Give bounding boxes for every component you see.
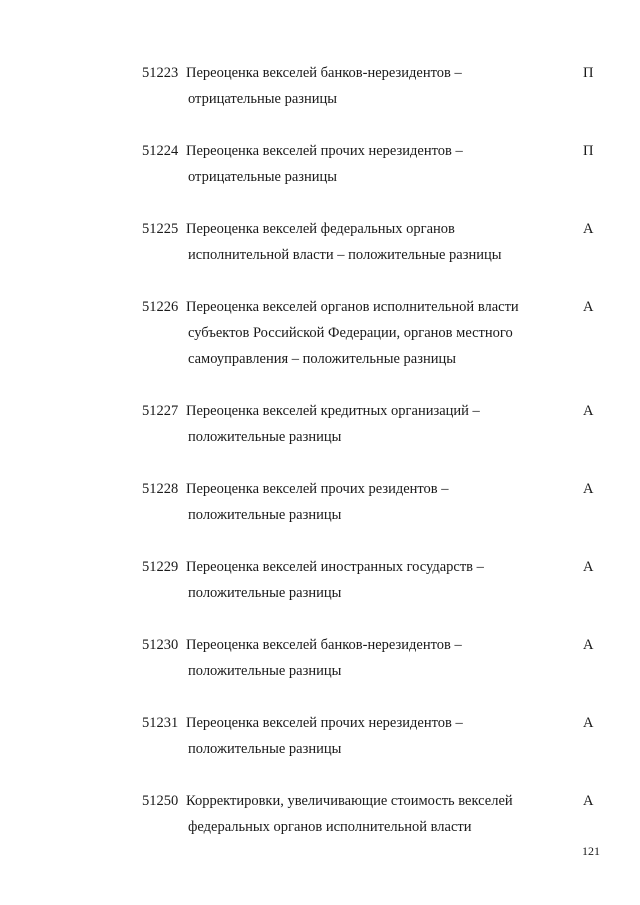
account-description bbox=[186, 398, 566, 450]
description-line: положительные разницы bbox=[188, 429, 342, 445]
account-code: 51226 bbox=[142, 299, 179, 315]
account-code: 51225 bbox=[142, 221, 179, 237]
account-type-mark: А bbox=[583, 403, 594, 419]
account-description bbox=[186, 788, 566, 840]
account-type-mark: П bbox=[583, 143, 594, 159]
description-line: Переоценка векселей иностранных государств – bbox=[186, 559, 484, 575]
account-code: 51228 bbox=[142, 481, 179, 497]
description-line: исполнительной власти – положительные разницы bbox=[188, 247, 502, 263]
description-line: Переоценка векселей кредитных организаций – bbox=[186, 403, 480, 419]
account-type-mark: А bbox=[583, 299, 594, 315]
description-line: субъектов Российской Федерации, органов местного bbox=[188, 325, 513, 341]
account-code: 51223 bbox=[142, 65, 179, 81]
description-line: отрицательные разницы bbox=[188, 91, 338, 107]
account-description bbox=[186, 216, 566, 268]
description-line: Переоценка векселей органов исполнительной власти bbox=[186, 299, 519, 315]
description-line: самоуправления – положительные разницы bbox=[188, 351, 456, 367]
account-description bbox=[186, 294, 566, 372]
account-code: 51227 bbox=[142, 403, 179, 419]
description-line: Переоценка векселей банков-нерезидентов – bbox=[186, 637, 462, 653]
description-line: положительные разницы bbox=[188, 507, 342, 523]
account-description bbox=[186, 138, 566, 190]
description-line: федеральных органов исполнительной власти bbox=[188, 819, 472, 835]
description-line: Переоценка векселей прочих резидентов – bbox=[186, 481, 449, 497]
account-type-mark: А bbox=[583, 559, 594, 575]
account-type-mark: А bbox=[583, 715, 594, 731]
account-code: 51250 bbox=[142, 793, 179, 809]
description-line: Корректировки, увеличивающие стоимость векселей bbox=[186, 793, 513, 809]
account-code: 51231 bbox=[142, 715, 179, 731]
description-line: положительные разницы bbox=[188, 741, 342, 757]
page-number: 121 bbox=[582, 844, 600, 858]
account-description bbox=[186, 554, 566, 606]
account-type-mark: П bbox=[583, 65, 594, 81]
account-code: 51229 bbox=[142, 559, 179, 575]
account-type-mark: А bbox=[583, 637, 594, 653]
description-line: положительные разницы bbox=[188, 585, 342, 601]
account-description bbox=[186, 632, 566, 684]
account-description bbox=[186, 476, 566, 528]
account-type-mark: А bbox=[583, 793, 594, 809]
account-code: 51224 bbox=[142, 143, 179, 159]
description-line: положительные разницы bbox=[188, 663, 342, 679]
description-line: Переоценка векселей прочих нерезидентов – bbox=[186, 143, 463, 159]
description-line: отрицательные разницы bbox=[188, 169, 338, 185]
account-code: 51230 bbox=[142, 637, 179, 653]
account-type-mark: А bbox=[583, 481, 594, 497]
account-description bbox=[186, 710, 566, 762]
account-type-mark: А bbox=[583, 221, 594, 237]
description-line: Переоценка векселей банков-нерезидентов – bbox=[186, 65, 462, 81]
description-line: Переоценка векселей федеральных органов bbox=[186, 221, 455, 237]
description-line: Переоценка векселей прочих нерезидентов – bbox=[186, 715, 463, 731]
account-description bbox=[186, 60, 566, 112]
